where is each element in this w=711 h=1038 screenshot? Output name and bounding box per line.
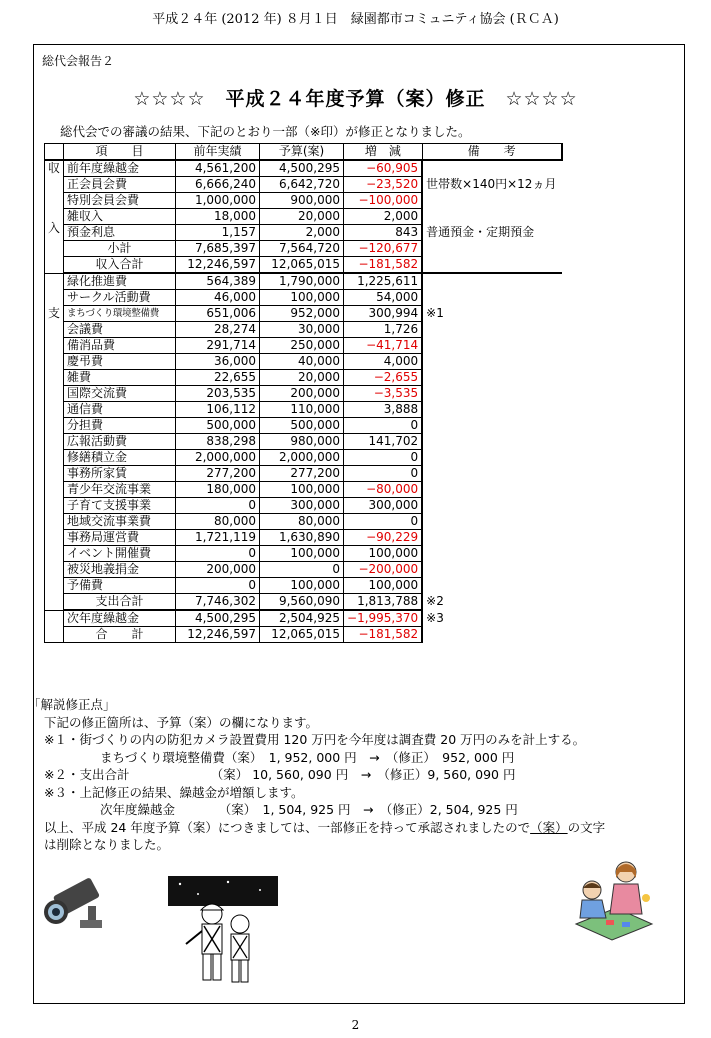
- row-item-label: 子育て支援事業: [64, 498, 176, 514]
- row-diff-value: 54,000: [344, 290, 423, 306]
- row-budget-value: 7,564,720: [260, 241, 344, 257]
- row-prev-value: 12,246,597: [176, 627, 260, 643]
- row-budget-value: 100,000: [260, 546, 344, 562]
- row-item-label: 慶弔費: [64, 354, 176, 370]
- row-prev-value: 106,112: [176, 402, 260, 418]
- row-diff-value: 4,000: [344, 354, 423, 370]
- explanation-line: ※３・上記修正の結果、繰越金が増額します。: [44, 784, 304, 800]
- row-diff-value: −41,714: [344, 338, 423, 354]
- row-item-label: 分担費: [64, 418, 176, 434]
- row-diff-value: 3,888: [344, 402, 423, 418]
- table-row: [45, 273, 562, 290]
- row-diff-value: 100,000: [344, 578, 423, 594]
- page-title: ☆☆☆☆ 平成２４年度予算（案）修正 ☆☆☆☆: [133, 88, 578, 110]
- table-row: [45, 594, 562, 611]
- night-patrol-illustration: [168, 876, 278, 986]
- row-note: [422, 418, 562, 434]
- row-prev-value: 1,157: [176, 225, 260, 241]
- row-prev-value: 277,200: [176, 466, 260, 482]
- row-diff-value: −181,582: [344, 257, 423, 274]
- row-diff-value: 100,000: [344, 546, 423, 562]
- row-diff-value: −2,655: [344, 370, 423, 386]
- row-prev-value: 838,298: [176, 434, 260, 450]
- row-note: [422, 530, 562, 546]
- income-section: [45, 160, 562, 273]
- row-prev-value: 200,000: [176, 562, 260, 578]
- table-row: [45, 386, 562, 402]
- security-camera-icon: [36, 876, 108, 938]
- row-diff-value: −100,000: [344, 193, 423, 209]
- row-note: [422, 498, 562, 514]
- row-note: ※1: [426, 306, 444, 320]
- row-diff-value: 2,000: [344, 209, 423, 225]
- section-label-income-top: 収: [48, 161, 61, 175]
- row-budget-value: 2,000,000: [260, 450, 344, 466]
- row-prev-value: 0: [176, 578, 260, 594]
- header-diff: 増 減: [344, 144, 423, 161]
- table-row: [45, 257, 562, 274]
- row-budget-value: 30,000: [260, 322, 344, 338]
- row-budget-value: 12,065,015: [260, 257, 344, 274]
- table-row: [45, 627, 562, 643]
- row-note: [422, 338, 562, 354]
- budget-table: [44, 143, 563, 643]
- row-diff-value: 1,813,788: [344, 594, 423, 611]
- row-note: [422, 562, 562, 578]
- table-row: [45, 546, 562, 562]
- explanation-line: 下記の修正箇所は、予算（案）の欄になります。: [44, 714, 319, 730]
- table-row: [45, 514, 562, 530]
- row-budget-value: 500,000: [260, 418, 344, 434]
- row-diff-value: −120,677: [344, 241, 423, 257]
- table-row: [45, 402, 562, 418]
- section-label-income: [45, 160, 64, 273]
- row-prev-value: 6,666,240: [176, 177, 260, 193]
- row-note: [422, 322, 562, 338]
- row-prev-value: 564,389: [176, 273, 260, 290]
- table-row: [45, 370, 562, 386]
- table-row: [45, 466, 562, 482]
- row-budget-value: 6,642,720: [260, 177, 344, 193]
- explanation-line: まちづくり環境整備費（案） 1, 952, 000 円 → （修正） 952, 000 円: [100, 749, 515, 765]
- table-row: [45, 241, 562, 257]
- row-note: [422, 209, 562, 225]
- row-budget-value: 20,000: [260, 209, 344, 225]
- row-budget-value: 40,000: [260, 354, 344, 370]
- row-item-label: 小計: [64, 241, 176, 257]
- row-budget-value: 100,000: [260, 482, 344, 498]
- row-item-label: 正会員会費: [64, 177, 176, 193]
- row-prev-value: 1,000,000: [176, 193, 260, 209]
- row-note: [422, 402, 562, 418]
- page-number: 2: [351, 1018, 360, 1032]
- row-item-label: 預金利息: [64, 225, 176, 241]
- family-playing-illustration: [566, 858, 656, 942]
- row-budget-value: 100,000: [260, 290, 344, 306]
- row-diff-value: 141,702: [344, 434, 423, 450]
- table-row: [45, 225, 562, 241]
- table-row: [45, 610, 562, 627]
- row-diff-value: 300,000: [344, 498, 423, 514]
- row-budget-value: 300,000: [260, 498, 344, 514]
- row-item-label: 前年度繰越金: [64, 160, 176, 177]
- row-budget-value: 20,000: [260, 370, 344, 386]
- row-item-label: 修繕積立金: [64, 450, 176, 466]
- row-note: [422, 193, 562, 209]
- row-note: ※3: [426, 610, 444, 625]
- table-row: [45, 434, 562, 450]
- explanation-heading: 「解説修正点」: [28, 697, 116, 712]
- table-row: [45, 450, 562, 466]
- row-prev-value: 500,000: [176, 418, 260, 434]
- row-note: [422, 386, 562, 402]
- row-prev-value: 80,000: [176, 514, 260, 530]
- header-budget: 予算(案): [260, 144, 344, 161]
- row-note: [422, 627, 562, 643]
- row-note: [422, 241, 562, 257]
- row-item-label: 雑収入: [64, 209, 176, 225]
- row-prev-value: 28,274: [176, 322, 260, 338]
- header-item: 項 目: [64, 144, 176, 161]
- explanation-line: は削除となりました。: [44, 837, 170, 852]
- section-label-expense: [45, 273, 64, 610]
- explanation-line: ※２・支出合計 （案） 10, 560, 090 円 → （修正）9, 560, 090 円: [44, 767, 516, 782]
- row-prev-value: 203,535: [176, 386, 260, 402]
- row-item-label: 事務局運営費: [64, 530, 176, 546]
- row-item-label: 備消品費: [64, 338, 176, 354]
- row-budget-value: 4,500,295: [260, 160, 344, 177]
- table-row: [45, 578, 562, 594]
- explanation-block: [28, 696, 606, 854]
- row-item-label: 地域交流事業費: [64, 514, 176, 530]
- section-label-blank: [45, 610, 64, 643]
- row-diff-value: 843: [344, 225, 423, 241]
- row-item-label: 緑化推進費: [64, 273, 176, 290]
- row-item-label: 国際交流費: [64, 386, 176, 402]
- row-budget-value: 2,000: [260, 225, 344, 241]
- table-row: [45, 338, 562, 354]
- row-budget-value: 110,000: [260, 402, 344, 418]
- explanation-line: [44, 819, 605, 837]
- row-item-label: 予備費: [64, 578, 176, 594]
- row-budget-value: 9,560,090: [260, 594, 344, 611]
- table-row: [45, 160, 562, 177]
- row-prev-value: 7,685,397: [176, 241, 260, 257]
- row-prev-value: 7,746,302: [176, 594, 260, 611]
- row-note: [422, 290, 562, 306]
- row-prev-value: 0: [176, 498, 260, 514]
- section-label-income-bottom: 入: [48, 221, 61, 235]
- row-prev-value: 0: [176, 546, 260, 562]
- row-prev-value: 36,000: [176, 354, 260, 370]
- row-prev-value: 651,006: [176, 306, 260, 322]
- row-budget-value: 2,504,925: [260, 610, 344, 627]
- table-row: [45, 322, 562, 338]
- row-budget-value: 0: [260, 562, 344, 578]
- explanation-line: ※１・街づくりの内の防犯カメラ設置費用 120 万円を今年度は調査費 20 万円のみを計上する。: [44, 732, 586, 747]
- table-row: [45, 306, 562, 322]
- row-note: [422, 546, 562, 562]
- row-budget-value: 1,790,000: [260, 273, 344, 290]
- table-row: [45, 354, 562, 370]
- final-section: [45, 610, 562, 643]
- row-diff-value: 0: [344, 418, 423, 434]
- row-prev-value: 18,000: [176, 209, 260, 225]
- row-budget-value: 100,000: [260, 578, 344, 594]
- row-diff-value: −90,229: [344, 530, 423, 546]
- table-row: [45, 530, 562, 546]
- table-row: [45, 209, 562, 225]
- row-item-label: 通信費: [64, 402, 176, 418]
- row-budget-value: 80,000: [260, 514, 344, 530]
- row-budget-value: 250,000: [260, 338, 344, 354]
- explanation-text: 以上、平成 24 年度予算（案）につきましては、一部修正を持って承認されましたので: [44, 819, 531, 835]
- row-prev-value: 291,714: [176, 338, 260, 354]
- row-diff-value: 0: [344, 450, 423, 466]
- row-diff-value: 0: [344, 466, 423, 482]
- row-prev-value: 22,655: [176, 370, 260, 386]
- table-row: [45, 562, 562, 578]
- table-row: [45, 177, 562, 193]
- row-item-label: 青少年交流事業: [64, 482, 176, 498]
- row-note: [422, 466, 562, 482]
- table-row: [45, 418, 562, 434]
- row-prev-value: 12,246,597: [176, 257, 260, 274]
- explanation-text: の文字: [567, 819, 606, 835]
- row-budget-value: 12,065,015: [260, 627, 344, 643]
- section-label-expense-text: 支: [48, 305, 61, 320]
- row-prev-value: 2,000,000: [176, 450, 260, 466]
- row-item-label: 支出合計: [64, 594, 176, 611]
- row-diff-value: −80,000: [344, 482, 423, 498]
- row-note: [422, 257, 562, 274]
- row-diff-value: −181,582: [344, 627, 423, 643]
- explanation-line: 次年度繰越金 （案） 1, 504, 925 円 → （修正）2, 504, 925 円: [100, 802, 518, 817]
- underlined-text: （案）: [530, 819, 568, 835]
- row-note: [422, 354, 562, 370]
- row-prev-value: 1,721,119: [176, 530, 260, 546]
- row-item-label: 雑費: [64, 370, 176, 386]
- row-diff-value: 1,225,611: [344, 273, 423, 290]
- row-budget-value: 952,000: [260, 306, 344, 322]
- table-header-row: [45, 144, 562, 161]
- row-item-label: 被災地義捐金: [64, 562, 176, 578]
- row-note: [422, 273, 562, 290]
- row-diff-value: 0: [344, 514, 423, 530]
- row-prev-value: 46,000: [176, 290, 260, 306]
- row-item-label: 特別会員会費: [64, 193, 176, 209]
- page-header: 平成２４年 (2012 年) ８月１日 緑園都市コミュニティ協会 (ＲＣＡ): [152, 12, 559, 27]
- row-note: ※2: [426, 594, 444, 609]
- row-budget-value: 900,000: [260, 193, 344, 209]
- row-diff-value: −60,905: [344, 160, 423, 177]
- row-note: [422, 514, 562, 530]
- row-item-label: 広報活動費: [64, 434, 176, 450]
- row-diff-value: 300,994: [344, 306, 423, 322]
- row-item-label: 合 計: [64, 627, 176, 643]
- table-row: [45, 193, 562, 209]
- row-diff-value: −200,000: [344, 562, 423, 578]
- row-note: [422, 160, 562, 177]
- row-note: [422, 578, 562, 594]
- row-item-label: イベント開催費: [64, 546, 176, 562]
- row-note: [422, 434, 562, 450]
- row-note: 世帯数×140円×12ヵ月: [426, 177, 557, 191]
- table-row: [45, 482, 562, 498]
- row-item-label: サークル活動費: [64, 290, 176, 306]
- row-prev-value: 4,500,295: [176, 610, 260, 627]
- table-row: [45, 498, 562, 514]
- row-diff-value: −3,535: [344, 386, 423, 402]
- row-prev-value: 4,561,200: [176, 160, 260, 177]
- row-diff-value: 1,726: [344, 322, 423, 338]
- row-budget-value: 1,630,890: [260, 530, 344, 546]
- row-item-label: 事務所家賃: [64, 466, 176, 482]
- header-note: 備 考: [422, 144, 562, 161]
- header-prev: 前年実績: [176, 144, 260, 161]
- row-budget-value: 277,200: [260, 466, 344, 482]
- row-item-label: 次年度繰越金: [64, 610, 176, 627]
- row-note: 普通預金・定期預金: [426, 225, 535, 239]
- row-prev-value: 180,000: [176, 482, 260, 498]
- report-label: 総代会報告２: [42, 54, 115, 68]
- row-diff-value: −1,995,370: [344, 610, 423, 627]
- row-note: [422, 450, 562, 466]
- row-note: [422, 370, 562, 386]
- row-diff-value: −23,520: [344, 177, 423, 193]
- row-item-label: まちづくり環境整備費: [64, 306, 176, 322]
- row-item-label: 収入合計: [64, 257, 176, 274]
- row-budget-value: 980,000: [260, 434, 344, 450]
- row-note: [422, 482, 562, 498]
- row-item-label: 会議費: [64, 322, 176, 338]
- expense-section: [45, 273, 562, 610]
- row-budget-value: 200,000: [260, 386, 344, 402]
- table-row: [45, 290, 562, 306]
- intro-text: 総代会での審議の結果、下記のとおり一部（※印）が修正となりました。: [60, 124, 471, 139]
